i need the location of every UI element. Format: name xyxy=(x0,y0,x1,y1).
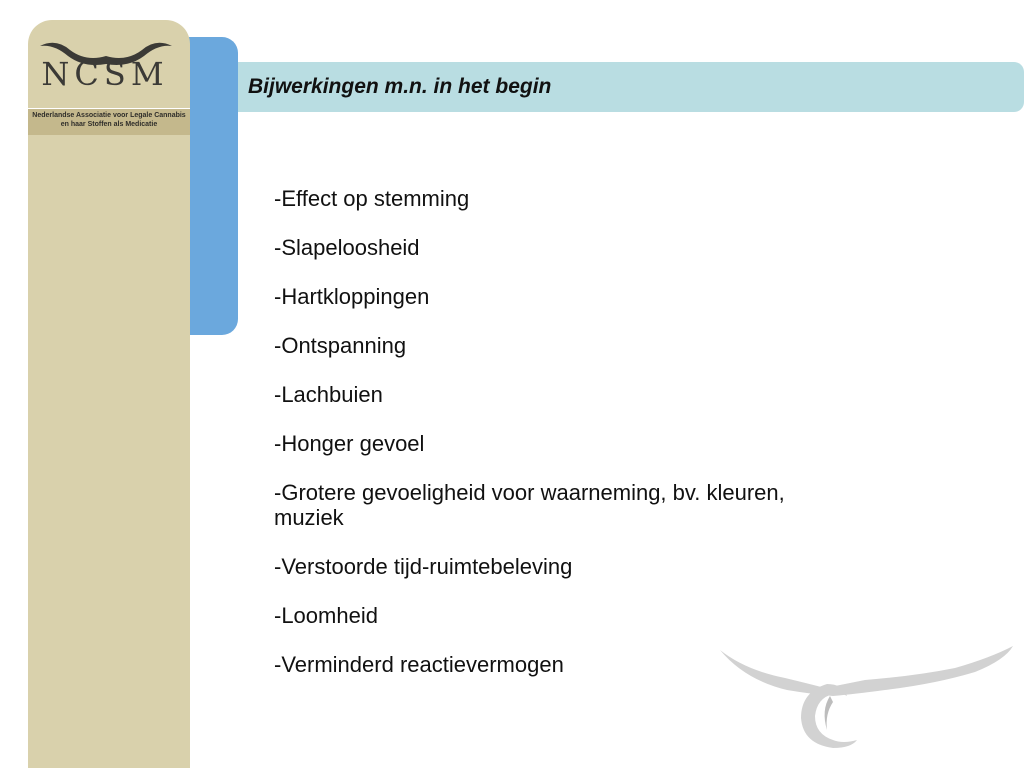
bullet-item: -Grotere gevoeligheid voor waarneming, bv. kleuren, muziek xyxy=(274,480,785,530)
organization-band xyxy=(28,108,190,135)
organization-line-2: en haar Stoffen als Medicatie xyxy=(60,121,158,128)
bullet-item: -Ontspanning xyxy=(274,333,407,358)
bullet-item: -Lachbuien xyxy=(274,382,383,407)
bullet-item: -Slapeloosheid xyxy=(274,235,420,260)
bullet-item: -Effect op stemming xyxy=(274,186,470,211)
bullet-item: -Verstoorde tijd-ruimtebeleving xyxy=(274,554,573,579)
title-bar xyxy=(238,62,1024,112)
slide-title: Bijwerkingen m.n. in het begin xyxy=(248,75,552,98)
bullet-item: -Honger gevoel xyxy=(274,431,425,456)
bullet-item: -Verminderd reactievermogen xyxy=(274,652,564,677)
organization-line-1: Nederlandse Associatie voor Legale Cannabis xyxy=(32,112,186,119)
bullet-list xyxy=(274,186,814,701)
organization-name xyxy=(28,109,190,129)
logo-letters: NCSM xyxy=(41,55,169,93)
horns-watermark-icon xyxy=(715,640,1020,760)
bullet-item: -Hartkloppingen xyxy=(274,284,430,309)
bullet-item: -Loomheid xyxy=(274,603,378,628)
